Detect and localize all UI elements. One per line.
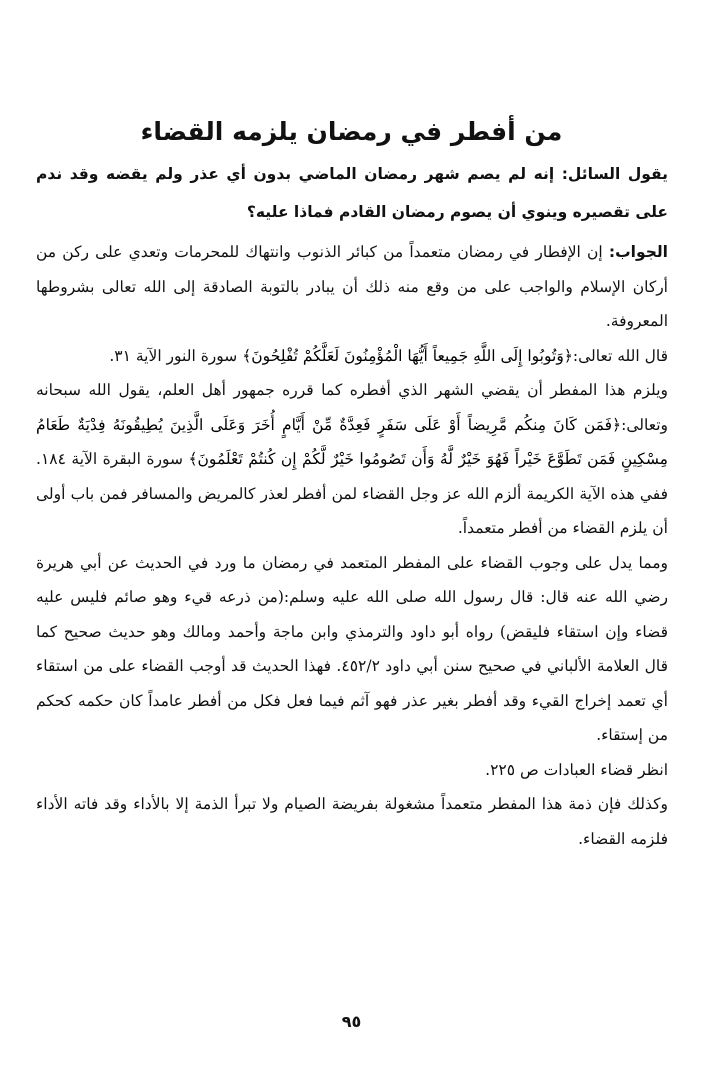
quran-verse-1: ﴿وَتُوبُوا إِلَى اللَّهِ جَمِيعاً أَيُّهَا الْمُؤْمِنُونَ لَعَلَّكُمْ تُفْلِحُونَ﴾ [242, 346, 573, 365]
question-paragraph [36, 155, 668, 231]
verse-2-intro: ويلزم هذا المفطر أن يقضي الشهر الذي أفطره كما قرره جمهور أهل العلم، يقول الله سبحانه وتعالى: [36, 381, 668, 434]
verse-paragraph-1 [36, 339, 668, 374]
verse-paragraph-2 [36, 373, 668, 546]
conclusion-paragraph: وكذلك فإن ذمة هذا المفطر متعمداً مشغولة بفريضة الصيام ولا تبرأ الذمة إلا بالأداء وقد فاته الأداء فلزمه القضاء. [36, 795, 668, 848]
reference-paragraph: انظر قضاء العبادات ص ٢٢٥. [485, 760, 668, 779]
article-body [36, 155, 668, 856]
answer-paragraph [36, 235, 668, 339]
verse-1-intro: قال الله تعالى: [572, 346, 668, 365]
verse-2-reference: سورة البقرة الآية ١٨٤. ففي هذه الآية الكريمة ألزم الله عز وجل القضاء لمن أفطر لعذر كالمريض والمسافر فمن باب أولى أن يلزم القضاء من أفطر متعمداً. [36, 450, 668, 537]
question-text: إنه لم يصم شهر رمضان الماضي بدون أي عذر ولم يقضه وقد ندم على تقصيره وينوي أن يصوم رمضان القادم فماذا عليه؟ [36, 165, 668, 221]
page-number: ٩٥ [341, 1012, 362, 1031]
question-label: يقول السائل: [561, 165, 668, 183]
answer-text: إن الإفطار في رمضان متعمداً من كبائر الذنوب وانتهاك للمحرمات وتعدي على ركن من أركان الإسلام والواجب على من وقع منه ذلك أن يبادر بالتوبة الصادقة إلى الله تعالى بشروطها المعروفة. [36, 243, 668, 330]
answer-label: الجواب: [608, 243, 668, 261]
quran-verse-2: ﴿فَمَن كَانَ مِنكُم مَّرِيضاً أَوْ عَلَى سَفَرٍ فَعِدَّةٌ مِّنْ أَيَّامٍ أُخَرَ وَعَلَى الَّذِينَ يُطِيقُونَهُ فِدْيَةٌ طَعَامُ مِسْكِينٍ فَمَن تَطَوَّعَ خَيْراً فَهُوَ خَيْرٌ لَّهُ وَأَن تَصُومُوا خَيْرٌ لَّكُمْ إِن كُنتُمْ تَعْلَمُونَ﴾ [36, 415, 668, 468]
hadith-paragraph: ومما يدل على وجوب القضاء على المفطر المتعمد في رمضان ما ورد في الحديث عن أبي هريرة رضي الله عنه قال: قال رسول الله صلى الله عليه وسلم:(من ذرعه قيء وهو صائم فليس عليه قضاء وإن استقاء فليقض) رواه أبو داود والترمذي وابن ماجة وأحمد ومالك وهو حديث صحيح كما قال العلامة الألباني في صحيح سنن أبي داود ٤٥٢/٢. فهذا الحديث قد أوجب القضاء على من استقاء أي تعمد إخراج القيء وقد أفطر بغير عذر فهو آثم فيما فعل فكل من أفطر عامداً كان حكمه كحكم من إستقاء. [36, 553, 668, 744]
verse-1-reference: سورة النور الآية ٣١. [109, 346, 243, 365]
page-title: من أفطر في رمضان يلزمه القضاء [140, 117, 563, 146]
